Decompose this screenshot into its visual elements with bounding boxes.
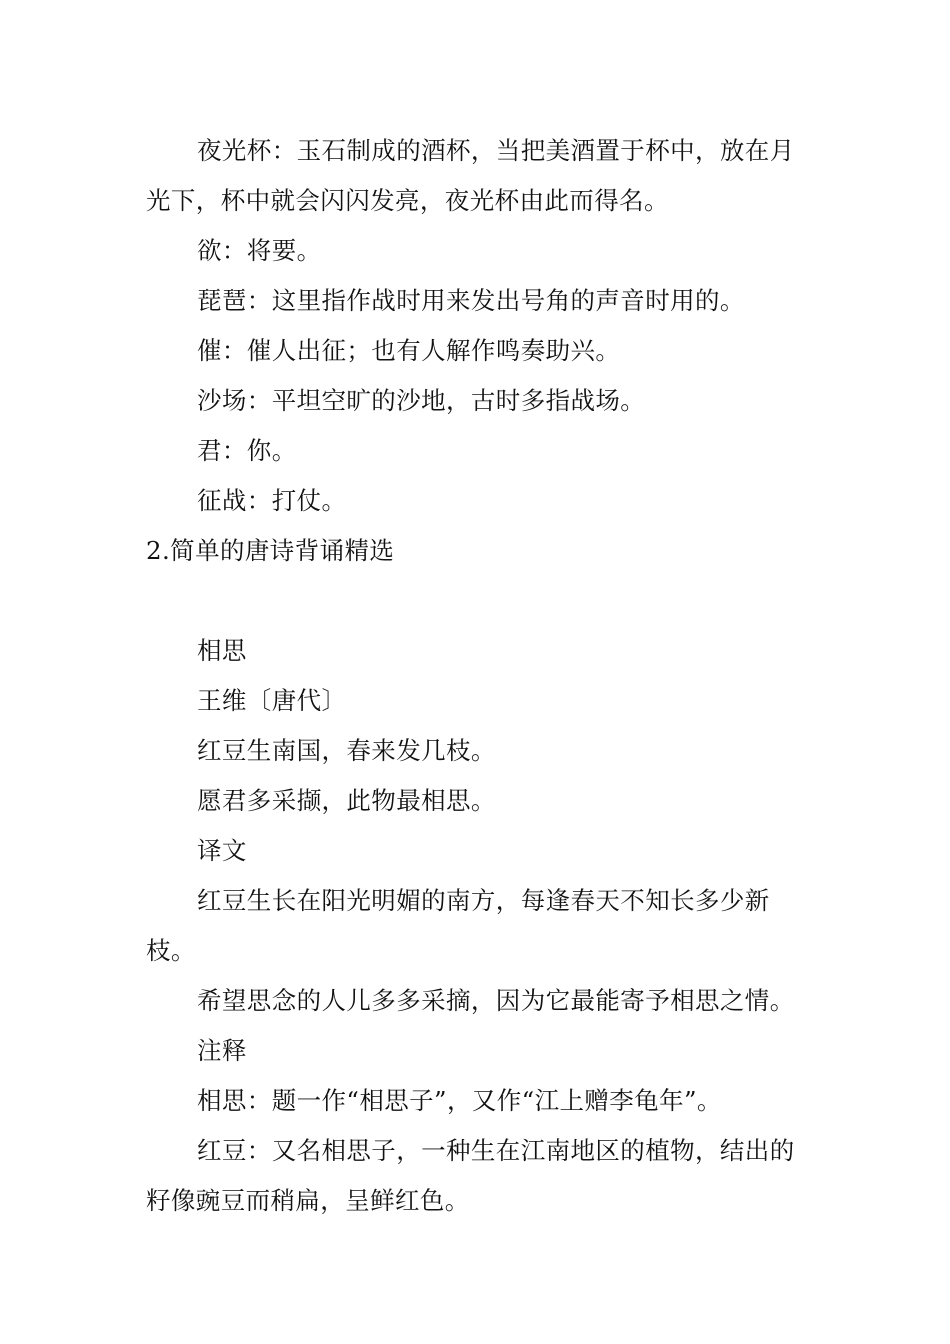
blank-line [146, 576, 808, 626]
poem-title: 相思 [197, 636, 247, 665]
poem-line: 愿君多采撷，此物最相思。 [197, 786, 496, 815]
poem-line: 红豆生南国，春来发几枝。 [197, 736, 496, 765]
note-paragraph-yu: 欲：将要。 [197, 236, 322, 265]
translation-paragraph: 希望思念的人儿多多采摘，因为它最能寄予相思之情。 [197, 986, 795, 1015]
note-paragraph-yeguangbei: 夜光杯：玉石制成的酒杯，当把美酒置于杯中，放在月光下，杯中就会闪闪发亮，夜光杯由此而得名。 [146, 136, 795, 215]
translation-heading: 译文 [197, 836, 247, 865]
note-paragraph-shachang: 沙场：平坦空旷的沙地，古时多指战场。 [197, 386, 646, 415]
notes-paragraph: 红豆：又名相思子，一种生在江南地区的植物，结出的籽像豌豆而稍扁，呈鲜红色。 [146, 1136, 795, 1215]
note-paragraph-cui: 催：催人出征；也有人解作鸣奏助兴。 [197, 336, 621, 365]
document-body [146, 126, 808, 1226]
note-paragraph-jun: 君：你。 [197, 436, 297, 465]
note-paragraph-zhengzhan: 征战：打仗。 [197, 486, 347, 515]
notes-paragraph: 相思：题一作“相思子”，又作“江上赠李龟年”。 [197, 1086, 722, 1115]
section-heading: 2.简单的唐诗背诵精选 [146, 536, 395, 565]
note-paragraph-pipa: 琵琶：这里指作战时用来发出号角的声音时用的。 [197, 286, 745, 315]
poem-author: 王维〔唐代〕 [197, 686, 347, 715]
notes-heading: 注释 [197, 1036, 247, 1065]
translation-paragraph: 红豆生长在阳光明媚的南方，每逢春天不知长多少新枝。 [146, 886, 770, 965]
